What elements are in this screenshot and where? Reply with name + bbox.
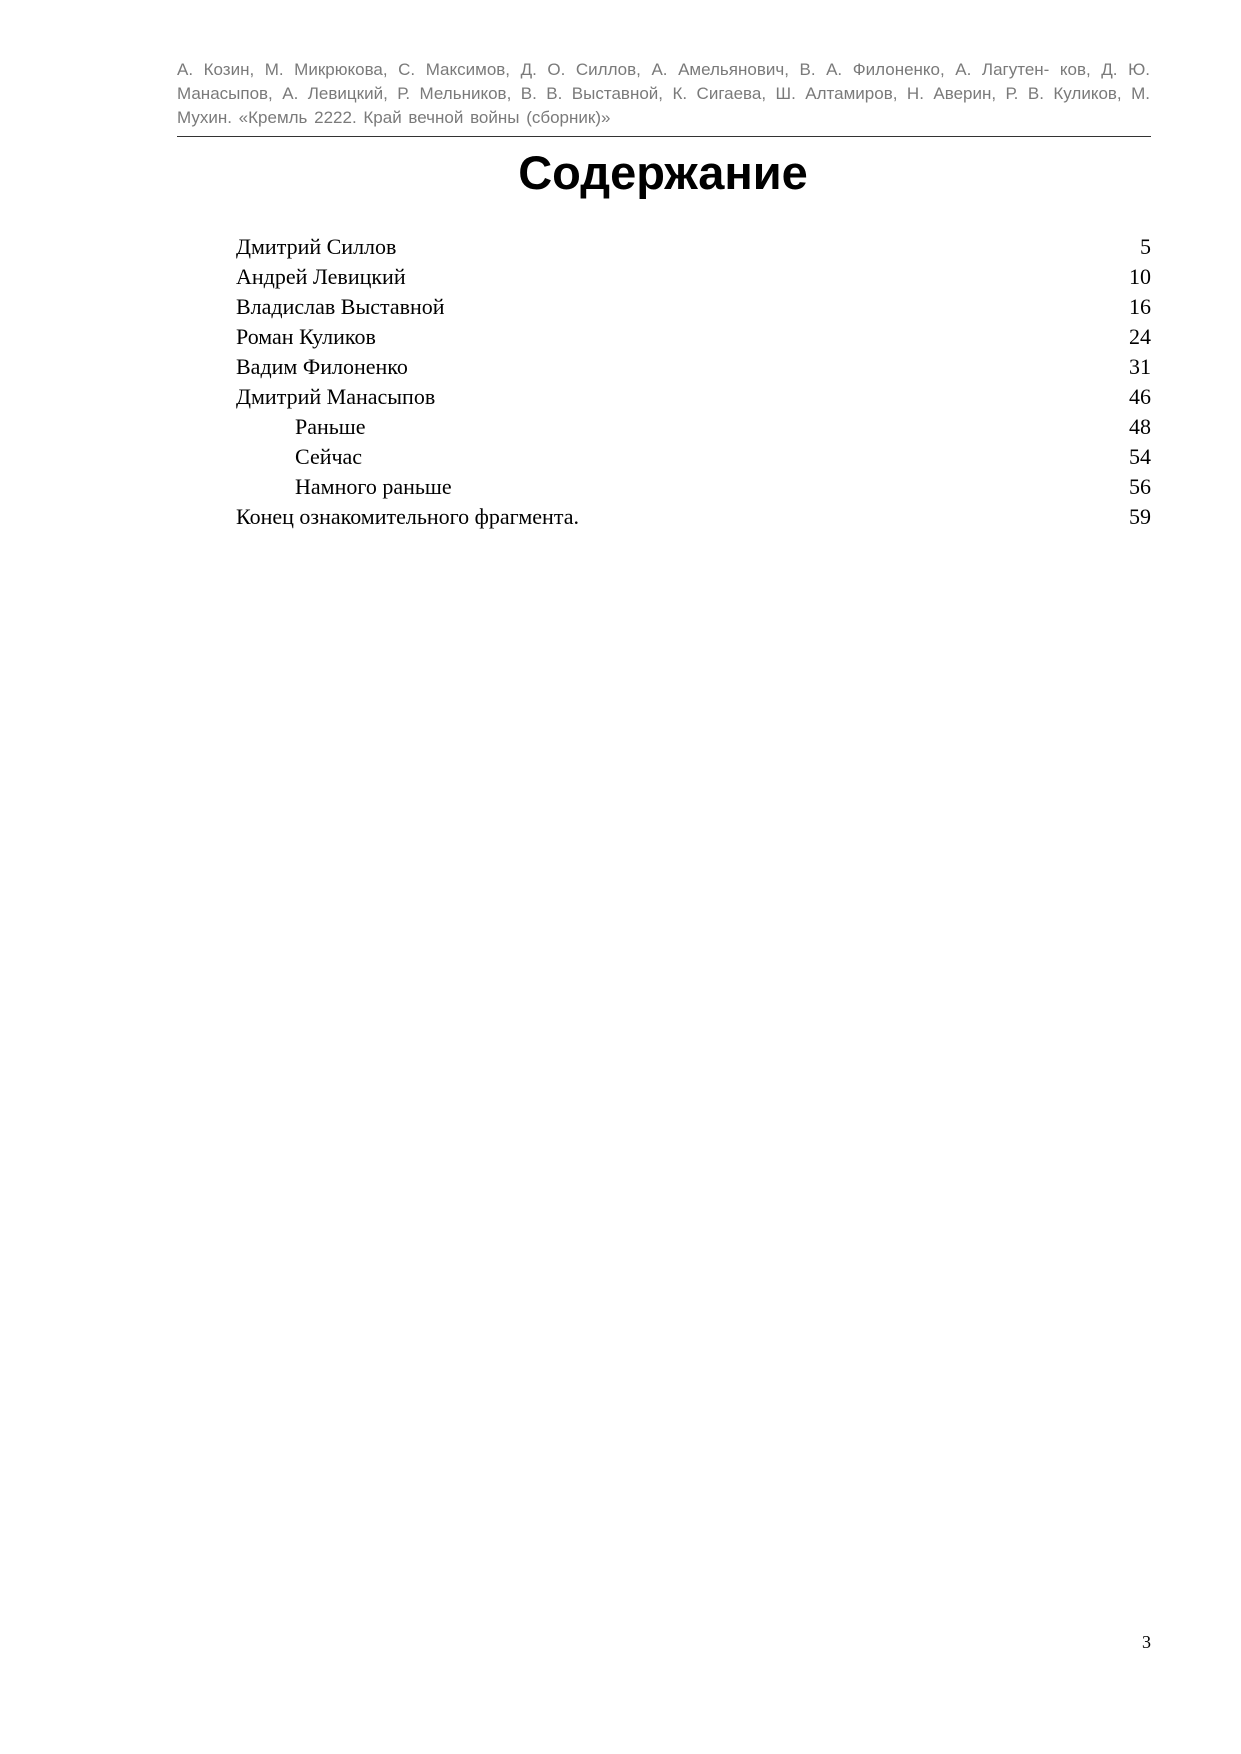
table-of-contents <box>236 232 1151 532</box>
toc-title: Содержание <box>518 146 808 199</box>
header-divider <box>177 136 1151 137</box>
toc-entry[interactable] <box>236 352 1151 382</box>
toc-entry-label: Раньше <box>295 414 366 439</box>
running-header-line: А. Козин, М. Микрюкова, С. Максимов, Д. О. Силлов, А. Амельянович, В. А. Филоненко, А. Лагутен- <box>177 60 1050 79</box>
running-header-line: ков, Д. Ю. Манасыпов, А. Левицкий, Р. Мельников, В. В. Выставной, К. Сигаева, Ш. Алтамиров, Н. <box>177 60 1150 103</box>
toc-entry[interactable] <box>236 232 1151 262</box>
toc-entry[interactable] <box>236 262 1151 292</box>
running-header-line: Аверин, Р. В. Куликов, М. Мухин. «Кремль 2222. Край вечной войны (сборник)» <box>177 84 1151 127</box>
toc-subentry[interactable] <box>236 412 1151 442</box>
toc-entry-page: 5 <box>1140 234 1151 259</box>
toc-entry-page: 24 <box>1129 324 1151 349</box>
toc-entry[interactable] <box>236 502 1151 532</box>
toc-entry-label: Дмитрий Манасыпов <box>236 384 436 409</box>
toc-entry-label: Сейчас <box>295 444 363 469</box>
running-header <box>177 58 1150 130</box>
toc-entry-page: 31 <box>1129 354 1151 379</box>
toc-entry-page: 54 <box>1129 444 1151 469</box>
toc-entry-label: Конец ознакомительного фрагмента. <box>236 504 579 529</box>
toc-subentry[interactable] <box>236 472 1151 502</box>
toc-entry-page: 56 <box>1129 474 1151 499</box>
toc-entry-page: 59 <box>1129 504 1151 529</box>
toc-entry[interactable] <box>236 292 1151 322</box>
toc-entry-label: Роман Куликов <box>236 324 376 349</box>
toc-entry-label: Владислав Выставной <box>236 294 445 319</box>
toc-entry-label: Дмитрий Силлов <box>236 234 397 259</box>
toc-subentry[interactable] <box>236 442 1151 472</box>
toc-entry-page: 10 <box>1129 264 1151 289</box>
page-number: 3 <box>1142 1632 1151 1652</box>
toc-entry-page: 46 <box>1129 384 1151 409</box>
toc-entry-label: Андрей Левицкий <box>236 264 406 289</box>
toc-entry-page: 48 <box>1129 414 1151 439</box>
toc-entry-label: Намного раньше <box>295 474 452 499</box>
toc-entry-label: Вадим Филоненко <box>236 354 408 379</box>
toc-entry[interactable] <box>236 382 1151 412</box>
toc-entry-page: 16 <box>1129 294 1151 319</box>
toc-entry[interactable] <box>236 322 1151 352</box>
